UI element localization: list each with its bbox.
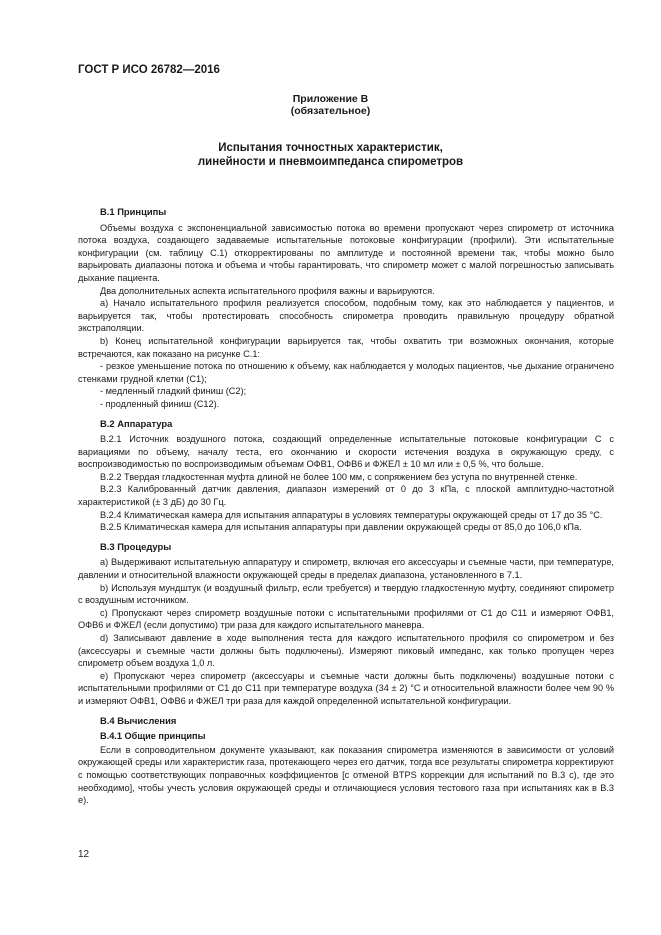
paragraph: b) Конец испытательной конфигурации варьируется так, чтобы охватить три возможных окончания, которые встречаются, как показано на рисунке С.1: xyxy=(78,335,614,359)
main-title-line1: Испытания точностных характеристик, xyxy=(218,142,443,154)
paragraph: B.2.1 Источник воздушного потока, создающий определенные испытательные потоковые конфигурации С с вариациями по объему, началу теста, его окончанию и скорости истечения воздуха в окружающую среду, с воспроизводимостью по воспроизводимым объемам ОФВ1, ОФВ6 и ФЖЕЛ ± 10 мл или ± 0,5 %, что больше. xyxy=(78,434,614,470)
section-heading-b4: B.4 Вычисления xyxy=(100,714,177,726)
appendix-title: Приложение B xyxy=(292,93,369,105)
document-body xyxy=(78,206,614,807)
document-header: ГОСТ Р ИСО 26782—2016 xyxy=(78,64,220,76)
paragraph: d) Записывают давление в ходе выполнения теста для каждого испытательного профиля со спирометром и без (аксессуары и съемные части должны быть подключены). Измеряют пиковый импеданс, как только пропущен через спирометр объем воздуха 1,0 л. xyxy=(78,633,614,669)
page-number: 12 xyxy=(78,849,90,860)
dash-item: - резкое уменьшение потока по отношению к объему, как наблюдается у молодых пациентов, чье дыхание ограничено стенками грудной клетки (С1); xyxy=(78,361,614,384)
paragraph: Объемы воздуха с экспоненциальной зависимостью потока во времени пропускают через спирометр от источника потока воздуха, создающего задаваемые испытательные потоковые конфигурации (профили). Эти испытательные конфигурации (см. таблицу С.1) откорректированы по амплитуде и постоянной времени так, чтобы можно было варьировать диапазоны потока и объема и чтобы гарантировать, что спирометр может с малой погрешностью записывать дыхание пациента. xyxy=(78,222,614,283)
section-heading-b2: B.2 Аппаратура xyxy=(100,417,173,429)
paragraph: Два дополнительных аспекта испытательного профиля важны и варьируются. xyxy=(100,285,435,296)
main-title-line2: линейности и пневмоимпеданса спирометров xyxy=(197,156,464,168)
paragraph: B.2.3 Калиброванный датчик давления, диапазон измерений от 0 до 3 кПа, с плоской амплитудно-частотной характеристикой (± 3 дБ) до 30 Гц. xyxy=(78,484,614,508)
appendix-subtitle: (обязательное) xyxy=(290,105,371,117)
paragraph: a) Выдерживают испытательную аппаратуру и спирометр, включая его аксессуары и съемные части, при температуре, давлении и относительной влажности окружающей среды в пределах диапазона, установленного в 7.1. xyxy=(78,557,614,581)
paragraph: a) Начало испытательного профиля реализуется способом, подобным тому, как это наблюдается у пациентов, и варьируется так, чтобы протестировать способность спирометра проводить правильную процедуру обратной экстраполяции. xyxy=(78,298,614,334)
section-heading-b1: B.1 Принципы xyxy=(100,206,167,217)
paragraph: c) Пропускают через спирометр воздушные потоки с испытательными профилями от С1 до С11 и измеряют ОФВ1, ОФВ6 и ФЖЕЛ (если допустимо) три раза для каждого испытательного маневра. xyxy=(78,607,614,631)
dash-item: - медленный гладкий финиш (С2); xyxy=(100,386,247,397)
paragraph: Если в сопроводительном документе указывают, как показания спирометра изменяются в зависимости от условий окружающей среды или характеристик газа, протекающего через его датчик, тогда все результаты спирометра корректируют с помощью соответствующих поправочных коэффициентов [с отменой BTPS коррекции для испытаний по В.3 с), где это необходимо], чтобы учесть условия окружающей среды и отличающиеся условия тестового газа при испытаниях как в В.3 е). xyxy=(78,744,614,806)
paragraph: B.2.5 Климатическая камера для испытания аппаратуры при давлении окружающей среды от 85,0 до 106,0 кПа. xyxy=(100,522,582,533)
dash-item: - продленный финиш (С12). xyxy=(100,398,220,409)
section-heading-b3: B.3 Процедуры xyxy=(100,540,172,552)
paragraph: B.2.4 Климатическая камера для испытания аппаратуры в условиях температуры окружающей среды от 17 до 35 °С. xyxy=(100,509,603,520)
paragraph: b) Используя мундштук (и воздушный фильтр, если требуется) и твердую гладкостенную муфту, соединяют спирометр с воздушным источником. xyxy=(78,582,614,606)
paragraph: B.2.2 Твердая гладкостенная муфта длиной не более 100 мм, с сопряжением без уступа по внутренней стенке. xyxy=(100,471,578,482)
paragraph: e) Пропускают через спирометр (аксессуары и съемные части должны быть подключены) воздушные потоки с испытательными профилями от С1 до С11 при температуре воздуха (34 ± 2) °С и относительной влажности более чем 90 % и измеряют ОФВ1, ОФВ6 и ФЖЕЛ три раза для каждой определенной испытательной конфигурации. xyxy=(78,670,614,706)
subsection-heading-b4-1: B.4.1 Общие принципы xyxy=(100,731,206,742)
